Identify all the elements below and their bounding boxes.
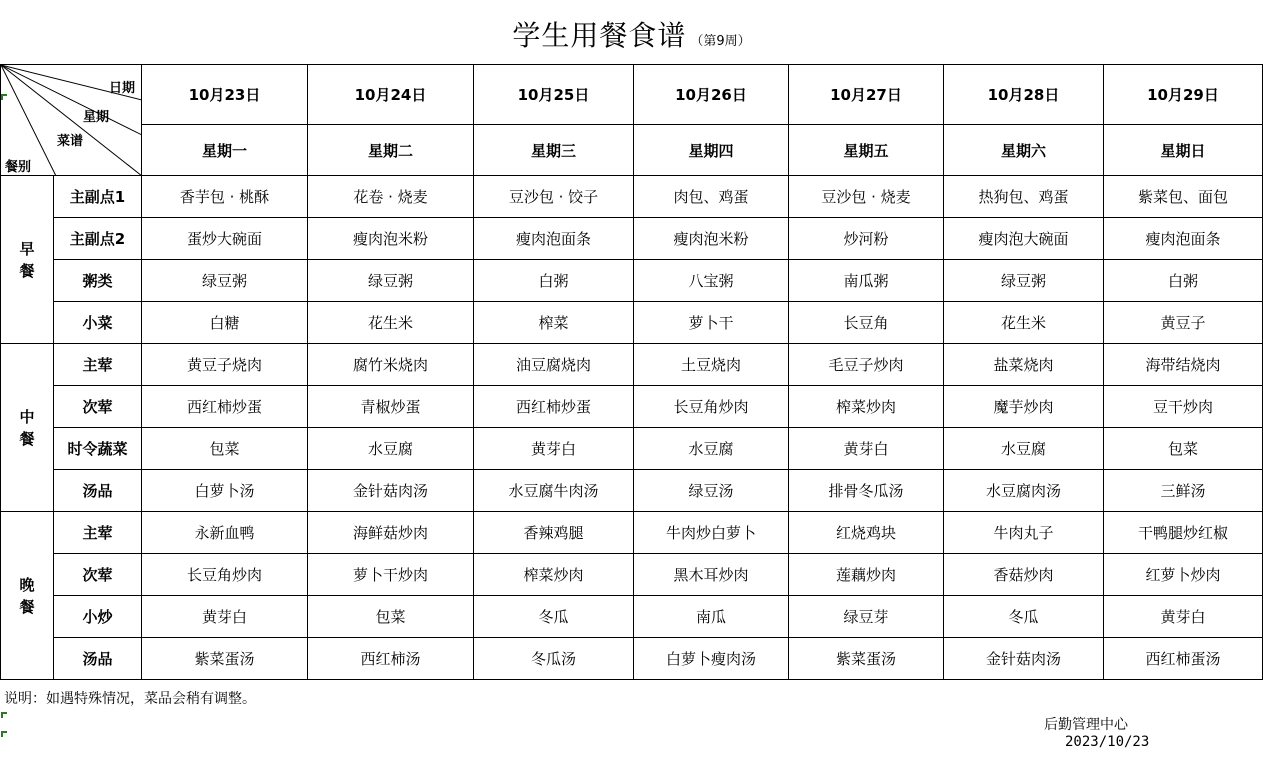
dish-cell: 绿豆粥 (944, 260, 1104, 302)
meal-label-cell: 晚 餐 (1, 512, 54, 680)
dish-cell: 黄豆子 (1104, 302, 1263, 344)
weekday-header-cell: 星期日 (1104, 125, 1263, 176)
dish-cell: 瘦肉泡大碗面 (944, 218, 1104, 260)
dish-cell: 盐菜烧肉 (944, 344, 1104, 386)
dish-cell: 金针菇肉汤 (308, 470, 474, 512)
dish-cell: 豆干炒肉 (1104, 386, 1263, 428)
menu-row (1, 302, 1263, 344)
dish-cell: 紫菜蛋汤 (789, 638, 944, 680)
dish-cell: 绿豆粥 (308, 260, 474, 302)
dish-cell: 冬瓜 (944, 596, 1104, 638)
date-header-cell: 10月25日 (474, 65, 634, 125)
dish-cell: 香菇炒肉 (944, 554, 1104, 596)
dish-cell: 香辣鸡腿 (474, 512, 634, 554)
corner-menu-label: 菜谱 (57, 134, 84, 149)
dish-cell: 西红柿蛋汤 (1104, 638, 1263, 680)
date-header-cell: 10月23日 (142, 65, 308, 125)
footer-note: 说明：如遇特殊情况，菜品会稍有调整。 (4, 691, 256, 707)
dish-cell: 花生米 (944, 302, 1104, 344)
dish-cell: 黄芽白 (1104, 596, 1263, 638)
menu-row (1, 470, 1263, 512)
dish-cell: 榨菜 (474, 302, 634, 344)
page-title: 学生用餐食谱 (512, 19, 687, 52)
dish-cell: 西红柿炒蛋 (474, 386, 634, 428)
menu-row (1, 260, 1263, 302)
category-label-cell: 主副点2 (54, 218, 142, 260)
dish-cell: 白萝卜瘦肉汤 (634, 638, 789, 680)
corner-date-label: 日期 (109, 81, 136, 96)
dish-cell: 土豆烧肉 (634, 344, 789, 386)
dish-cell: 香芋包 · 桃酥 (142, 176, 308, 218)
category-label-cell: 时令蔬菜 (54, 428, 142, 470)
category-label-cell: 主荤 (54, 344, 142, 386)
dish-cell: 热狗包、鸡蛋 (944, 176, 1104, 218)
meal-label-cell: 早 餐 (1, 176, 54, 344)
menu-row (1, 218, 1263, 260)
cell-marker-icon (1, 731, 7, 737)
dish-cell: 水豆腐肉汤 (944, 470, 1104, 512)
category-label-cell: 小菜 (54, 302, 142, 344)
dish-cell: 长豆角 (789, 302, 944, 344)
date-header-row (1, 65, 1263, 125)
menu-table (0, 64, 1263, 680)
dish-cell: 红烧鸡块 (789, 512, 944, 554)
dish-cell: 红萝卜炒肉 (1104, 554, 1263, 596)
category-label-cell: 主副点1 (54, 176, 142, 218)
dish-cell: 白糖 (142, 302, 308, 344)
menu-row (1, 344, 1263, 386)
dish-cell: 瘦肉泡米粉 (308, 218, 474, 260)
dish-cell: 萝卜干 (634, 302, 789, 344)
dish-cell: 黑木耳炒肉 (634, 554, 789, 596)
dish-cell: 花卷 · 烧麦 (308, 176, 474, 218)
weekday-header-cell: 星期二 (308, 125, 474, 176)
category-label-cell: 小炒 (54, 596, 142, 638)
dish-cell: 绿豆粥 (142, 260, 308, 302)
dish-cell: 包菜 (142, 428, 308, 470)
footer-date: 2023/10/23 (1065, 734, 1150, 750)
dish-cell: 南瓜粥 (789, 260, 944, 302)
dish-cell: 毛豆子炒肉 (789, 344, 944, 386)
dish-cell: 排骨冬瓜汤 (789, 470, 944, 512)
dish-cell: 榨菜炒肉 (789, 386, 944, 428)
corner-weekday-label: 星期 (83, 110, 110, 125)
date-header-cell: 10月26日 (634, 65, 789, 125)
dish-cell: 包菜 (308, 596, 474, 638)
meal-label-cell: 中 餐 (1, 344, 54, 512)
dish-cell: 黄豆子烧肉 (142, 344, 308, 386)
menu-row (1, 428, 1263, 470)
menu-row (1, 638, 1263, 680)
dish-cell: 白萝卜汤 (142, 470, 308, 512)
dish-cell: 绿豆芽 (789, 596, 944, 638)
dish-cell: 白粥 (1104, 260, 1263, 302)
dish-cell: 冬瓜汤 (474, 638, 634, 680)
dish-cell: 花生米 (308, 302, 474, 344)
dish-cell: 海鲜菇炒肉 (308, 512, 474, 554)
dish-cell: 黄芽白 (142, 596, 308, 638)
category-label-cell: 粥类 (54, 260, 142, 302)
dish-cell: 瘦肉泡面条 (474, 218, 634, 260)
menu-row (1, 386, 1263, 428)
menu-row (1, 596, 1263, 638)
dish-cell: 西红柿炒蛋 (142, 386, 308, 428)
dish-cell: 炒河粉 (789, 218, 944, 260)
dish-cell: 西红柿汤 (308, 638, 474, 680)
dish-cell: 油豆腐烧肉 (474, 344, 634, 386)
date-header-cell: 10月24日 (308, 65, 474, 125)
dish-cell: 紫菜包、面包 (1104, 176, 1263, 218)
dish-cell: 三鲜汤 (1104, 470, 1263, 512)
weekday-header-row (1, 125, 1263, 176)
date-header-cell: 10月28日 (944, 65, 1104, 125)
dish-cell: 南瓜 (634, 596, 789, 638)
dish-cell: 冬瓜 (474, 596, 634, 638)
dish-cell: 白粥 (474, 260, 634, 302)
weekday-header-cell: 星期一 (142, 125, 308, 176)
dish-cell: 牛肉丸子 (944, 512, 1104, 554)
corner-header-cell (1, 65, 142, 176)
dish-cell: 豆沙包 · 烧麦 (789, 176, 944, 218)
dish-cell: 瘦肉泡米粉 (634, 218, 789, 260)
dish-cell: 腐竹米烧肉 (308, 344, 474, 386)
dish-cell: 金针菇肉汤 (944, 638, 1104, 680)
weekday-header-cell: 星期五 (789, 125, 944, 176)
dish-cell: 瘦肉泡面条 (1104, 218, 1263, 260)
page-title-block (0, 14, 1263, 54)
dish-cell: 水豆腐 (944, 428, 1104, 470)
cell-marker-icon (1, 94, 7, 100)
menu-row (1, 512, 1263, 554)
category-label-cell: 次荤 (54, 386, 142, 428)
dish-cell: 莲藕炒肉 (789, 554, 944, 596)
category-label-cell: 汤品 (54, 638, 142, 680)
dish-cell: 长豆角炒肉 (634, 386, 789, 428)
dish-cell: 黄芽白 (789, 428, 944, 470)
dish-cell: 八宝粥 (634, 260, 789, 302)
date-header-cell: 10月29日 (1104, 65, 1263, 125)
week-label: （第9周） (690, 34, 751, 49)
dish-cell: 紫菜蛋汤 (142, 638, 308, 680)
menu-row (1, 176, 1263, 218)
weekday-header-cell: 星期六 (944, 125, 1104, 176)
corner-meal-label: 餐别 (5, 160, 32, 175)
dish-cell: 榨菜炒肉 (474, 554, 634, 596)
dish-cell: 干鸭腿炒红椒 (1104, 512, 1263, 554)
dish-cell: 水豆腐 (308, 428, 474, 470)
menu-row (1, 554, 1263, 596)
weekday-header-cell: 星期三 (474, 125, 634, 176)
date-header-cell: 10月27日 (789, 65, 944, 125)
dish-cell: 萝卜干炒肉 (308, 554, 474, 596)
dish-cell: 肉包、鸡蛋 (634, 176, 789, 218)
dish-cell: 魔芋炒肉 (944, 386, 1104, 428)
weekday-header-cell: 星期四 (634, 125, 789, 176)
dish-cell: 豆沙包 · 饺子 (474, 176, 634, 218)
dish-cell: 绿豆汤 (634, 470, 789, 512)
dish-cell: 蛋炒大碗面 (142, 218, 308, 260)
category-label-cell: 次荤 (54, 554, 142, 596)
footer-organization: 后勤管理中心 (1044, 717, 1128, 733)
dish-cell: 海带结烧肉 (1104, 344, 1263, 386)
category-label-cell: 主荤 (54, 512, 142, 554)
cell-marker-icon (1, 712, 7, 718)
dish-cell: 牛肉炒白萝卜 (634, 512, 789, 554)
dish-cell: 水豆腐 (634, 428, 789, 470)
dish-cell: 长豆角炒肉 (142, 554, 308, 596)
category-label-cell: 汤品 (54, 470, 142, 512)
dish-cell: 永新血鸭 (142, 512, 308, 554)
dish-cell: 水豆腐牛肉汤 (474, 470, 634, 512)
dish-cell: 黄芽白 (474, 428, 634, 470)
dish-cell: 包菜 (1104, 428, 1263, 470)
dish-cell: 青椒炒蛋 (308, 386, 474, 428)
